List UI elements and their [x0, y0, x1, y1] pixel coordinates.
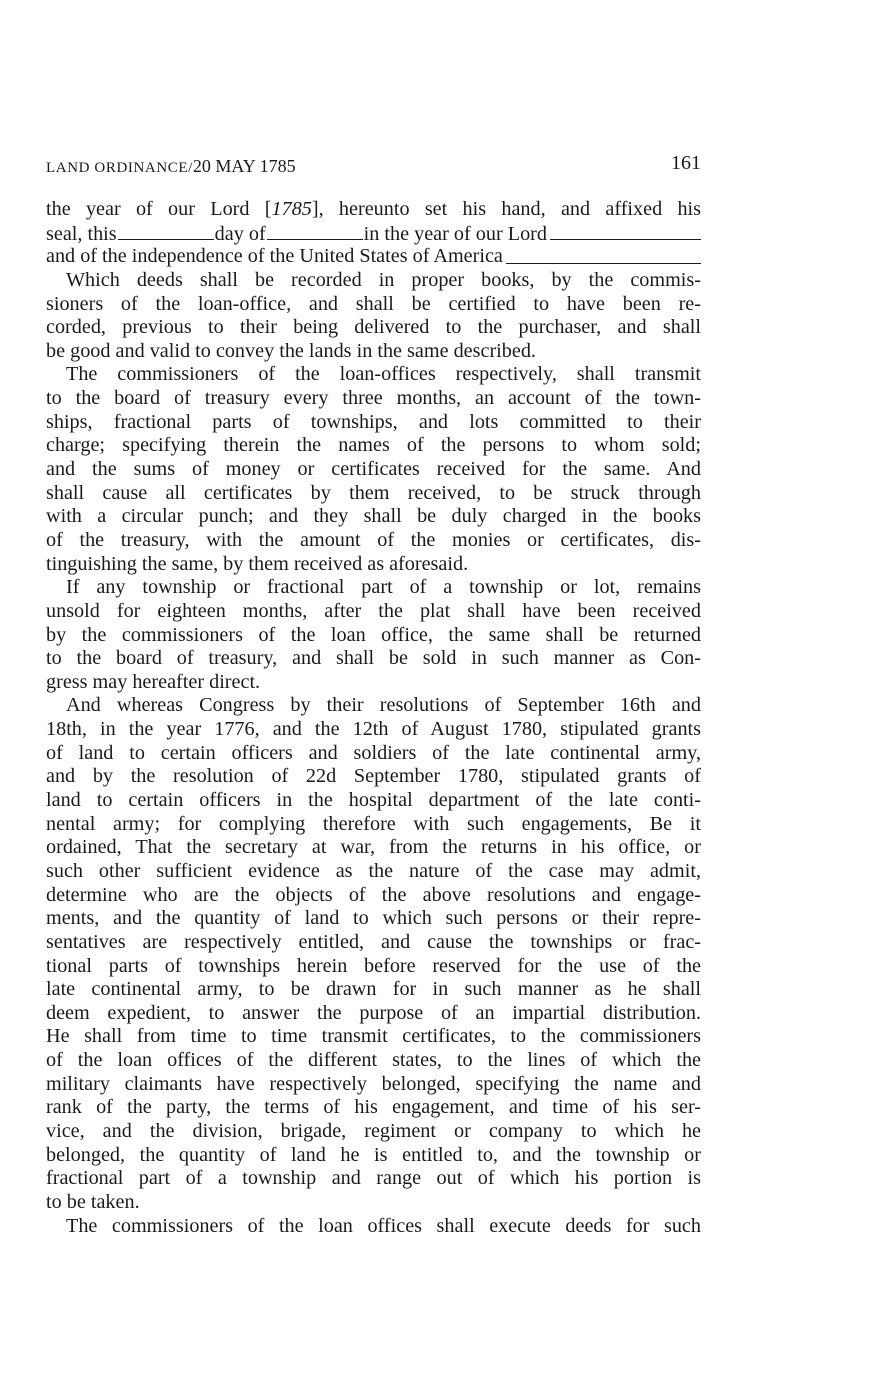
blank-day	[118, 222, 214, 240]
text-line: ordained, That the secretary at war, from the returns in his office, or	[46, 836, 701, 859]
text-line: late continental army, to be drawn for in such manner as he shall	[46, 978, 701, 1001]
text-line: Which deeds shall be recorded in proper books, by the commis-	[66, 268, 701, 291]
text-line: deem expedient, to answer the purpose of an impartial distribution.	[46, 1001, 701, 1024]
paragraph-lines	[46, 269, 701, 1238]
text-line: unsold for eighteen months, after the plat shall have been received	[46, 599, 701, 622]
text-line: of the loan offices of the different states, to the lines of which the	[46, 1049, 701, 1072]
text-line: rank of the party, the terms of his engagement, and time of his ser-	[46, 1096, 701, 1119]
blank-month	[267, 222, 363, 240]
text-line: He shall from time to time transmit certificates, to the commissioners	[46, 1025, 701, 1048]
text-line: charge; specifying therein the names of the persons to whom sold;	[46, 434, 701, 457]
running-title	[46, 156, 296, 177]
text-fragment: seal, this	[46, 222, 117, 245]
text-line: shall cause all certificates by them received, to be struck through	[46, 481, 701, 504]
text-line: land to certain officers in the hospital department of the late conti-	[46, 789, 701, 812]
running-head	[46, 152, 701, 182]
text-line: to the board of treasury every three months, an account of the town-	[46, 387, 701, 410]
text-line: tional parts of townships herein before reserved for the use of the	[46, 954, 701, 977]
text-line: ments, and the quantity of land to which such persons or their repre-	[46, 907, 701, 930]
text-line: sentatives are respectively entitled, and cause the townships or frac-	[46, 930, 701, 953]
page-number: 161	[671, 152, 701, 174]
bracketed-year: 1785	[271, 198, 312, 220]
text-line: nental army; for complying therefore with such engagements, Be it	[46, 812, 701, 835]
text-line: sioners of the loan-office, and shall be certified to have been re-	[46, 292, 701, 315]
text-line: of the treasury, with the amount of the monies or certificates, dis-	[46, 528, 701, 551]
text-fragment: the year of our Lord [	[46, 198, 272, 220]
text-line: vice, and the division, brigade, regiment or company to which he	[46, 1119, 701, 1142]
text-line: ships, fractional parts of townships, and lots committed to their	[46, 410, 701, 433]
text-line: with a circular punch; and they shall be duly charged in the books	[46, 505, 701, 528]
text-line: belonged, the quantity of land he is entitled to, and the township or	[46, 1143, 701, 1166]
text-line	[46, 245, 701, 269]
text-fragment: in the year of our Lord	[363, 222, 547, 245]
text-line: by the commissioners of the loan office, the same shall be returned	[46, 623, 701, 646]
text-line: If any township or fractional part of a township or lot, remains	[66, 576, 701, 599]
text-line: be good and valid to convey the lands in the same described.	[46, 339, 536, 362]
text-line: 18th, in the year 1776, and the 12th of August 1780, stipulated grants	[46, 718, 701, 741]
body-text	[46, 198, 701, 1238]
blank-independence-year	[506, 246, 701, 264]
text-line	[46, 222, 701, 246]
text-line: such other sufficient evidence as the nature of the case may admit,	[46, 859, 701, 882]
text-fragment: ], hereunto set his hand, and affixed his	[311, 198, 702, 220]
running-title-date: 20 MAY 1785	[192, 156, 296, 176]
text-line: and by the resolution of 22d September 1780, stipulated grants of	[46, 765, 701, 788]
text-line: The commissioners of the loan offices shall execute deeds for such	[66, 1214, 701, 1237]
text-line: to the board of treasury, and shall be sold in such manner as Con-	[46, 647, 701, 670]
text-line: military claimants have respectively belonged, specifying the name and	[46, 1072, 701, 1095]
text-line: determine who are the objects of the above resolutions and engage-	[46, 883, 701, 906]
text-line: gress may hereafter direct.	[46, 670, 261, 693]
text-line: The commissioners of the loan-offices respectively, shall transmit	[66, 363, 701, 386]
text-fragment: and of the independence of the United States of America	[46, 245, 503, 268]
text-fragment: day of	[214, 222, 266, 245]
text-line: and the sums of money or certificates received for the same. And	[46, 458, 701, 481]
text-line: of land to certain officers and soldiers of the late continental army,	[46, 741, 701, 764]
blank-year	[550, 222, 701, 240]
text-line: corded, previous to their being delivered to the purchaser, and shall	[46, 316, 701, 339]
running-title-text: LAND ORDINANCE/	[46, 160, 193, 176]
text-line: to be taken.	[46, 1190, 140, 1213]
text-line	[46, 198, 701, 222]
text-line: fractional part of a township and range out of which his portion is	[46, 1167, 701, 1190]
text-line: tinguishing the same, by them received as aforesaid.	[46, 552, 469, 575]
text-line: And whereas Congress by their resolutions of September 16th and	[66, 694, 701, 717]
